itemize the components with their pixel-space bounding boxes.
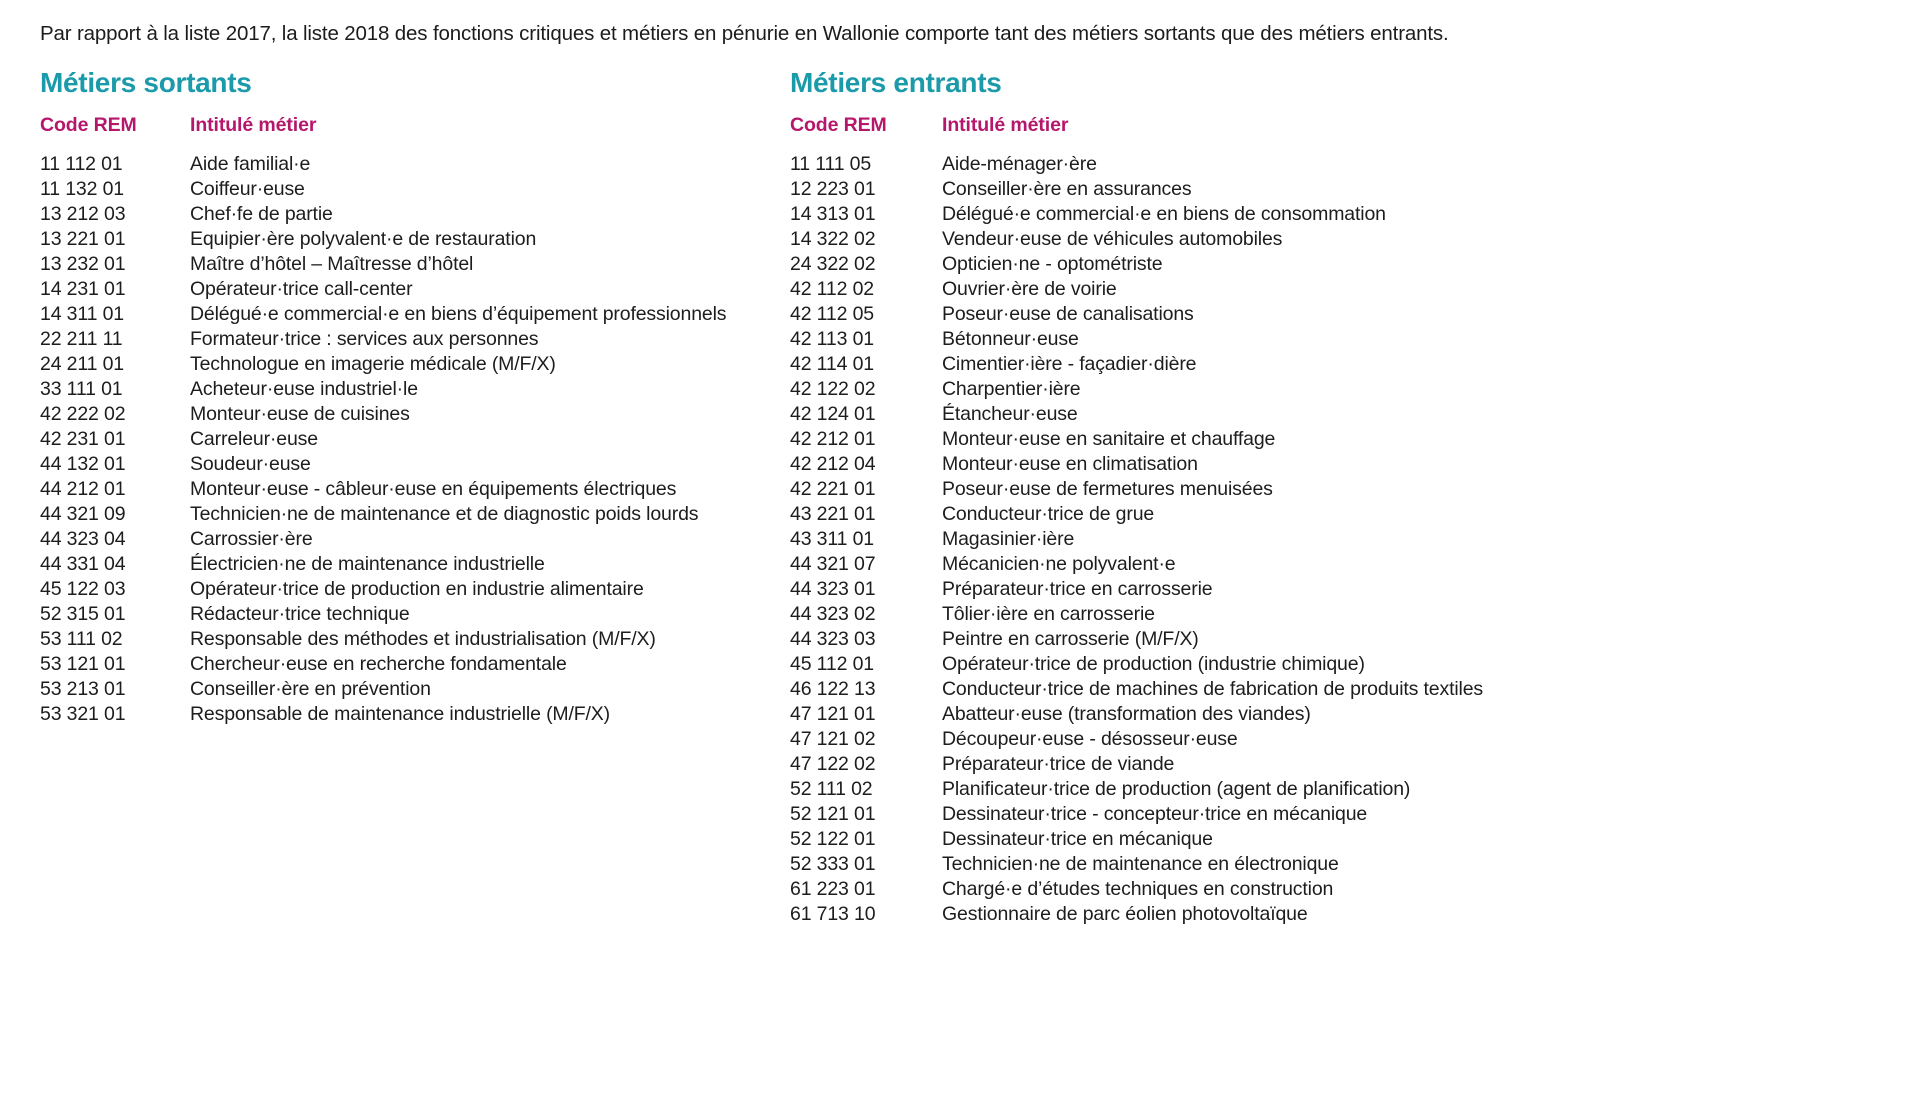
cell-label: Aide-ménager·ère [942, 153, 1097, 175]
section-title-entrants: Métiers entrants [790, 67, 1002, 98]
table-row [40, 552, 800, 577]
cell-code: 14 311 01 [40, 303, 124, 325]
cell-code: 44 323 04 [40, 528, 126, 550]
table-row [790, 477, 1880, 502]
cell-code: 13 212 03 [40, 203, 126, 225]
cell-label: Mécanicien·ne polyvalent·e [942, 553, 1176, 575]
cell-label: Responsable de maintenance industrielle (M/F/X) [190, 703, 610, 725]
table-row [790, 352, 1880, 377]
cell-code: 44 323 01 [790, 578, 876, 600]
column-metiers-sortants [40, 67, 800, 727]
table-row [40, 202, 800, 227]
table-row [40, 702, 800, 727]
table-row [40, 477, 800, 502]
cell-code: 42 113 01 [790, 328, 874, 350]
cell-code: 52 111 02 [790, 778, 873, 800]
cell-label: Conseiller·ère en assurances [942, 178, 1192, 200]
cell-label: Coiffeur·euse [190, 178, 305, 200]
cell-code: 61 713 10 [790, 903, 876, 925]
cell-label: Conseiller·ère en prévention [190, 678, 431, 700]
cell-code: 44 331 04 [40, 553, 126, 575]
cell-label: Carrossier·ère [190, 528, 313, 550]
cell-label: Gestionnaire de parc éolien photovoltaïque [942, 903, 1308, 925]
cell-label: Rédacteur·trice technique [190, 603, 410, 625]
cell-label: Equipier·ère polyvalent·e de restauration [190, 228, 537, 250]
cell-label: Poseur·euse de fermetures menuisées [942, 478, 1273, 500]
cell-code: 53 213 01 [40, 678, 126, 700]
cell-label: Conducteur·trice de machines de fabrication de produits textiles [942, 678, 1484, 700]
cell-code: 43 311 01 [790, 528, 874, 550]
cell-code: 44 132 01 [40, 453, 126, 475]
table-row [790, 777, 1880, 802]
cell-code: 52 122 01 [790, 828, 876, 850]
cell-code: 44 323 02 [790, 603, 876, 625]
cell-code: 44 321 09 [40, 503, 126, 525]
cell-code: 11 111 05 [790, 153, 872, 175]
table-row [40, 427, 800, 452]
table-sortants [40, 113, 800, 727]
cell-code: 11 132 01 [40, 178, 124, 200]
cell-label: Maître d’hôtel – Maîtresse d’hôtel [190, 253, 474, 275]
cell-label: Délégué·e commercial·e en biens de consommation [942, 203, 1386, 225]
cell-label: Opticien·ne - optométriste [942, 253, 1163, 275]
cell-code: 14 313 01 [790, 203, 876, 225]
cell-code: 11 112 01 [40, 153, 123, 175]
table-row [790, 327, 1880, 352]
cell-label: Tôlier·ière en carrosserie [942, 603, 1155, 625]
cell-label: Électricien·ne de maintenance industrielle [190, 553, 545, 575]
cell-label: Poseur·euse de canalisations [942, 303, 1194, 325]
table-row [790, 577, 1880, 602]
table-row [790, 702, 1880, 727]
table-row [40, 377, 800, 402]
column-header-label: Intitulé métier [190, 114, 317, 136]
table-row [790, 552, 1880, 577]
cell-label: Étancheur·euse [942, 403, 1078, 425]
cell-label: Magasinier·ière [942, 528, 1075, 550]
cell-label: Monteur·euse - câbleur·euse en équipements électriques [190, 478, 677, 500]
cell-code: 13 232 01 [40, 253, 126, 275]
cell-label: Carreleur·euse [190, 428, 318, 450]
cell-code: 52 333 01 [790, 853, 876, 875]
table-row [40, 677, 800, 702]
cell-code: 42 222 02 [40, 403, 126, 425]
cell-label: Charpentier·ière [942, 378, 1081, 400]
cell-label: Opérateur·trice de production en industrie alimentaire [190, 578, 644, 600]
cell-code: 44 212 01 [40, 478, 126, 500]
cell-label: Vendeur·euse de véhicules automobiles [942, 228, 1283, 250]
table-row [40, 352, 800, 377]
table-row [790, 502, 1880, 527]
cell-label: Bétonneur·euse [942, 328, 1079, 350]
cell-label: Préparateur·trice en carrosserie [942, 578, 1213, 600]
cell-label: Monteur·euse en climatisation [942, 453, 1198, 475]
cell-code: 13 221 01 [40, 228, 126, 250]
table-row [790, 377, 1880, 402]
table-row [790, 802, 1880, 827]
table-row [40, 302, 800, 327]
table-header-row [790, 113, 1880, 138]
table-row [790, 252, 1880, 277]
cell-label: Ouvrier·ère de voirie [942, 278, 1117, 300]
cell-label: Conducteur·trice de grue [942, 503, 1155, 525]
table-row [40, 402, 800, 427]
table-row [790, 152, 1880, 177]
cell-code: 42 112 05 [790, 303, 874, 325]
table-row [790, 177, 1880, 202]
table-row [790, 677, 1880, 702]
table-row [790, 302, 1880, 327]
cell-code: 14 231 01 [40, 278, 126, 300]
table-row [40, 602, 800, 627]
cell-label: Responsable des méthodes et industrialisation (M/F/X) [190, 628, 656, 650]
column-header-code: Code REM [40, 114, 137, 136]
table-row-clipped [790, 902, 1880, 925]
table-row [790, 202, 1880, 227]
cell-code: 52 121 01 [790, 803, 876, 825]
cell-code: 24 322 02 [790, 253, 876, 275]
cell-code: 47 121 02 [790, 728, 876, 750]
cell-code: 53 111 02 [40, 628, 123, 650]
cell-label: Monteur·euse en sanitaire et chauffage [942, 428, 1276, 450]
cell-label: Planificateur·trice de production (agent de planification) [942, 778, 1411, 800]
cell-code: 42 221 01 [790, 478, 876, 500]
cell-code: 53 121 01 [40, 653, 126, 675]
intro-paragraph: Par rapport à la liste 2017, la liste 2018 des fonctions critiques et métiers en pénurie en Wallonie comporte tant des métiers sortants que des métiers entrants. [40, 21, 1449, 45]
cell-label: Technologue en imagerie médicale (M/F/X) [190, 353, 556, 375]
table-row [790, 452, 1880, 477]
table-row [790, 852, 1880, 877]
table-row [790, 527, 1880, 552]
table-row [790, 402, 1880, 427]
table-row [40, 327, 800, 352]
cell-code: 61 223 01 [790, 878, 876, 900]
cell-code: 42 212 04 [790, 453, 876, 475]
cell-code: 47 121 01 [790, 703, 876, 725]
table-row [40, 627, 800, 652]
table-entrants [790, 113, 1880, 925]
cell-code: 44 323 03 [790, 628, 876, 650]
cell-code: 43 221 01 [790, 503, 876, 525]
cell-code: 42 212 01 [790, 428, 876, 450]
cell-label: Monteur·euse de cuisines [190, 403, 410, 425]
cell-label: Cimentier·ière - façadier·dière [942, 353, 1197, 375]
column-header-code: Code REM [790, 114, 887, 136]
cell-label: Abatteur·euse (transformation des viandes) [942, 703, 1311, 725]
table-row [790, 827, 1880, 852]
table-row [40, 502, 800, 527]
cell-code: 42 122 02 [790, 378, 876, 400]
cell-label: Technicien·ne de maintenance en électronique [942, 853, 1339, 875]
table-row [40, 227, 800, 252]
table-row [40, 152, 800, 177]
column-metiers-entrants [790, 67, 1880, 925]
cell-label: Opérateur·trice de production (industrie chimique) [942, 653, 1365, 675]
cell-label: Délégué·e commercial·e en biens d’équipement professionnels [190, 303, 727, 325]
cell-code: 42 112 02 [790, 278, 874, 300]
table-row [790, 602, 1880, 627]
cell-code: 46 122 13 [790, 678, 876, 700]
cell-label: Chercheur·euse en recherche fondamentale [190, 653, 567, 675]
table-row [40, 277, 800, 302]
cell-code: 33 111 01 [40, 378, 123, 400]
table-row [40, 177, 800, 202]
table-row [790, 752, 1880, 777]
cell-label: Dessinateur·trice en mécanique [942, 828, 1213, 850]
table-row [40, 577, 800, 602]
cell-code: 45 112 01 [790, 653, 874, 675]
cell-label: Dessinateur·trice - concepteur·trice en mécanique [942, 803, 1368, 825]
table-header-row [40, 113, 800, 138]
columns-container [28, 67, 1892, 925]
cell-code: 42 124 01 [790, 403, 876, 425]
table-row [790, 427, 1880, 452]
cell-code: 12 223 01 [790, 178, 876, 200]
cell-label: Formateur·trice : services aux personnes [190, 328, 539, 350]
table-row [40, 452, 800, 477]
cell-label: Soudeur·euse [190, 453, 311, 475]
cell-label: Chef·fe de partie [190, 203, 333, 225]
cell-label: Aide familial·e [190, 153, 311, 175]
table-row [790, 727, 1880, 752]
cell-code: 22 211 11 [40, 328, 123, 350]
cell-code: 24 211 01 [40, 353, 124, 375]
table-row [40, 652, 800, 677]
cell-code: 52 315 01 [40, 603, 126, 625]
cell-label: Chargé·e d’études techniques en construction [942, 878, 1334, 900]
table-row [790, 652, 1880, 677]
column-header-label: Intitulé métier [942, 114, 1069, 136]
cell-code: 47 122 02 [790, 753, 876, 775]
cell-label: Acheteur·euse industriel·le [190, 378, 418, 400]
cell-label: Découpeur·euse - désosseur·euse [942, 728, 1238, 750]
cell-label: Préparateur·trice de viande [942, 753, 1175, 775]
table-row [790, 277, 1880, 302]
table-row [790, 627, 1880, 652]
cell-code: 45 122 03 [40, 578, 126, 600]
table-row [40, 252, 800, 277]
table-row [40, 527, 800, 552]
cell-code: 42 231 01 [40, 428, 126, 450]
document-page [0, 21, 1920, 1100]
table-row [790, 227, 1880, 252]
table-row [790, 877, 1880, 902]
cell-code: 42 114 01 [790, 353, 874, 375]
section-title-sortants: Métiers sortants [40, 67, 252, 98]
cell-code: 44 321 07 [790, 553, 876, 575]
cell-label: Opérateur·trice call-center [190, 278, 413, 300]
cell-label: Peintre en carrosserie (M/F/X) [942, 628, 1199, 650]
cell-code: 53 321 01 [40, 703, 126, 725]
cell-label: Technicien·ne de maintenance et de diagnostic poids lourds [190, 503, 699, 525]
cell-code: 14 322 02 [790, 228, 876, 250]
